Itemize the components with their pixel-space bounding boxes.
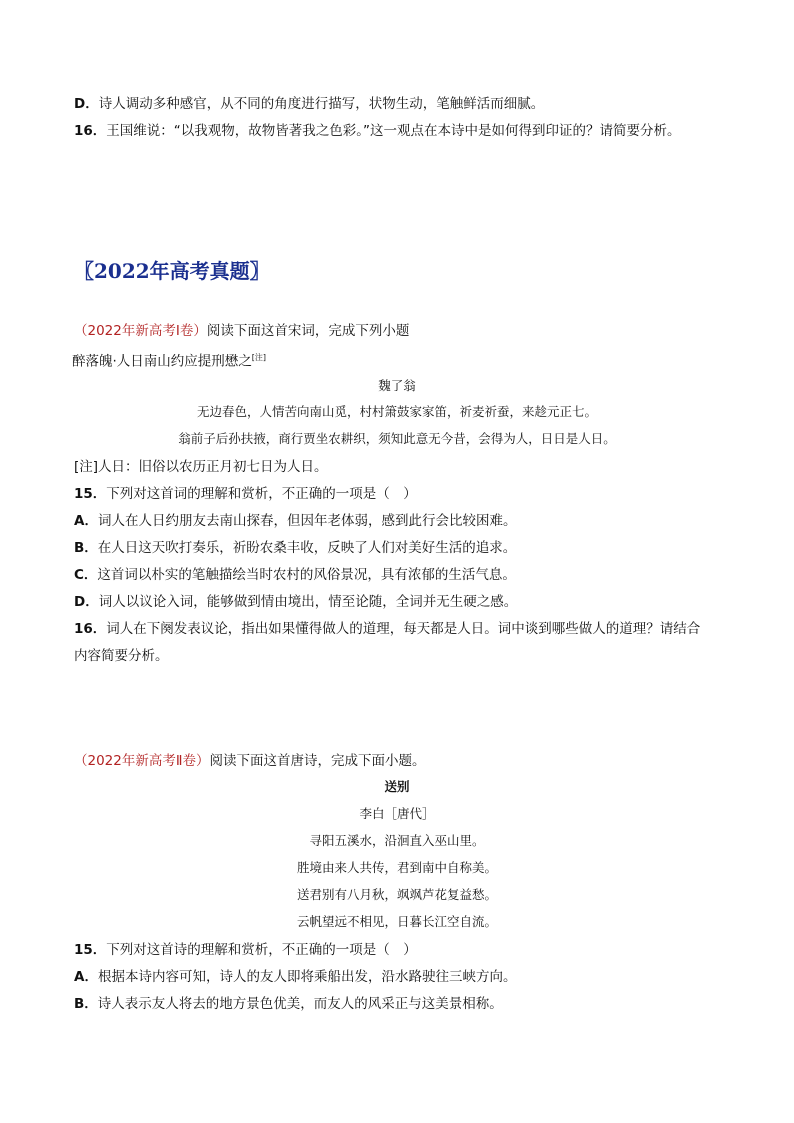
poem-title: 送别: [384, 779, 410, 794]
option-a-b2: [74, 967, 516, 987]
option-a: [74, 511, 516, 531]
option-text: 这首词以朴实的笔触描绘当时农村的风俗景况，具有浓郁的生活气息。: [97, 567, 516, 583]
question-text: 词人在下阕发表议论，指出如果懂得做人的道理，每天都是人日。词中谈到哪些做人的道理？请结合: [106, 621, 701, 637]
option-label: D．: [74, 594, 99, 610]
question-number: 16．: [74, 123, 107, 139]
option-label: B．: [74, 540, 98, 556]
option-label: C．: [74, 567, 98, 583]
ci-title: [72, 348, 266, 372]
reading-intro: 阅读下面这首唐诗，完成下面小题。: [209, 753, 426, 769]
question-16-prev: [74, 121, 681, 141]
question-16: [74, 619, 700, 639]
reading-intro: 阅读下面这首宋词，完成下列小题: [206, 323, 410, 339]
option-text: 诗人表示友人将去的地方景色优美，而友人的风采正与这美景相称。: [97, 996, 503, 1012]
question-number: 15．: [74, 942, 107, 958]
poem-author: 魏了翁: [378, 378, 416, 393]
poem-line-3: 送君别有八月秋，飒飒芦花复益愁。: [296, 887, 497, 902]
section-title: 〖2022年高考真题〗: [74, 259, 270, 283]
note-marker: [注]: [251, 353, 267, 362]
option-label: B．: [74, 996, 98, 1012]
block1-heading: [74, 321, 409, 341]
annotation-note: [注]人日：旧俗以农历正月初七日为人日。: [74, 459, 328, 475]
option-text: 在人日这天吹打奏乐，祈盼农桑丰收，反映了人们对美好生活的追求。: [97, 540, 517, 556]
poem-line-1: 寻阳五溪水，沿洄直入巫山里。: [309, 833, 485, 848]
block2-heading: [74, 751, 426, 771]
poem-author: 李白［唐代］: [359, 806, 435, 821]
option-label: D．: [74, 96, 99, 112]
question-text: 王国维说：“以我观物，故物皆著我之色彩。”这一观点在本诗中是如何得到印证的？请简要分析。: [106, 123, 681, 139]
option-text: 诗人调动多种感官，从不同的角度进行描写，状物生动，笔触鲜活而细腻。: [98, 96, 545, 112]
option-b: [74, 538, 516, 558]
question-16-cont: 内容简要分析。: [74, 648, 169, 664]
question-15b: [74, 940, 417, 960]
option-text: 词人以议论入词，能够做到情由境出，情至论随，全词并无生硬之感。: [98, 594, 518, 610]
option-d-prev: [74, 94, 544, 114]
question-15: [74, 484, 417, 504]
option-c: [74, 565, 516, 585]
option-label: A．: [74, 513, 98, 529]
option-b-b2: [74, 994, 503, 1014]
poem-line-2: 翁前子后孙扶掖，商行贾坐农耕织，须知此意无今昔，会得为人，日日是人日。: [178, 431, 616, 446]
poem-title: 醉落魄·人日南山约应提刑懋之: [72, 353, 252, 370]
option-text: 词人在人日约朋友去南山探春，但因年老体弱，感到此行会比较困难。: [97, 513, 517, 529]
option-text: 根据本诗内容可知，诗人的友人即将乘船出发，沿水路驶往三峡方向。: [97, 969, 517, 985]
question-number: 16．: [74, 621, 107, 637]
poem-line-2: 胜境由来人共传，君到南中自称美。: [296, 860, 497, 875]
poem-line-1: 无边春色，人情苦向南山觅，村村箫鼓家家笛，祈麦祈蚕，来趁元正七。: [196, 404, 597, 419]
option-d: [74, 592, 517, 612]
question-number: 15．: [74, 486, 107, 502]
question-text: 下列对这首诗的理解和赏析，不正确的一项是（ ）: [106, 942, 417, 958]
poem-line-4: 云帆望远不相见，日暮长江空自流。: [296, 914, 497, 929]
exam-source: （2022年新高考Ⅱ卷）: [74, 753, 210, 769]
exam-source: （2022年新高考Ⅰ卷）: [74, 323, 207, 339]
option-label: A．: [74, 969, 98, 985]
question-text: 下列对这首词的理解和赏析，不正确的一项是（ ）: [106, 486, 417, 502]
